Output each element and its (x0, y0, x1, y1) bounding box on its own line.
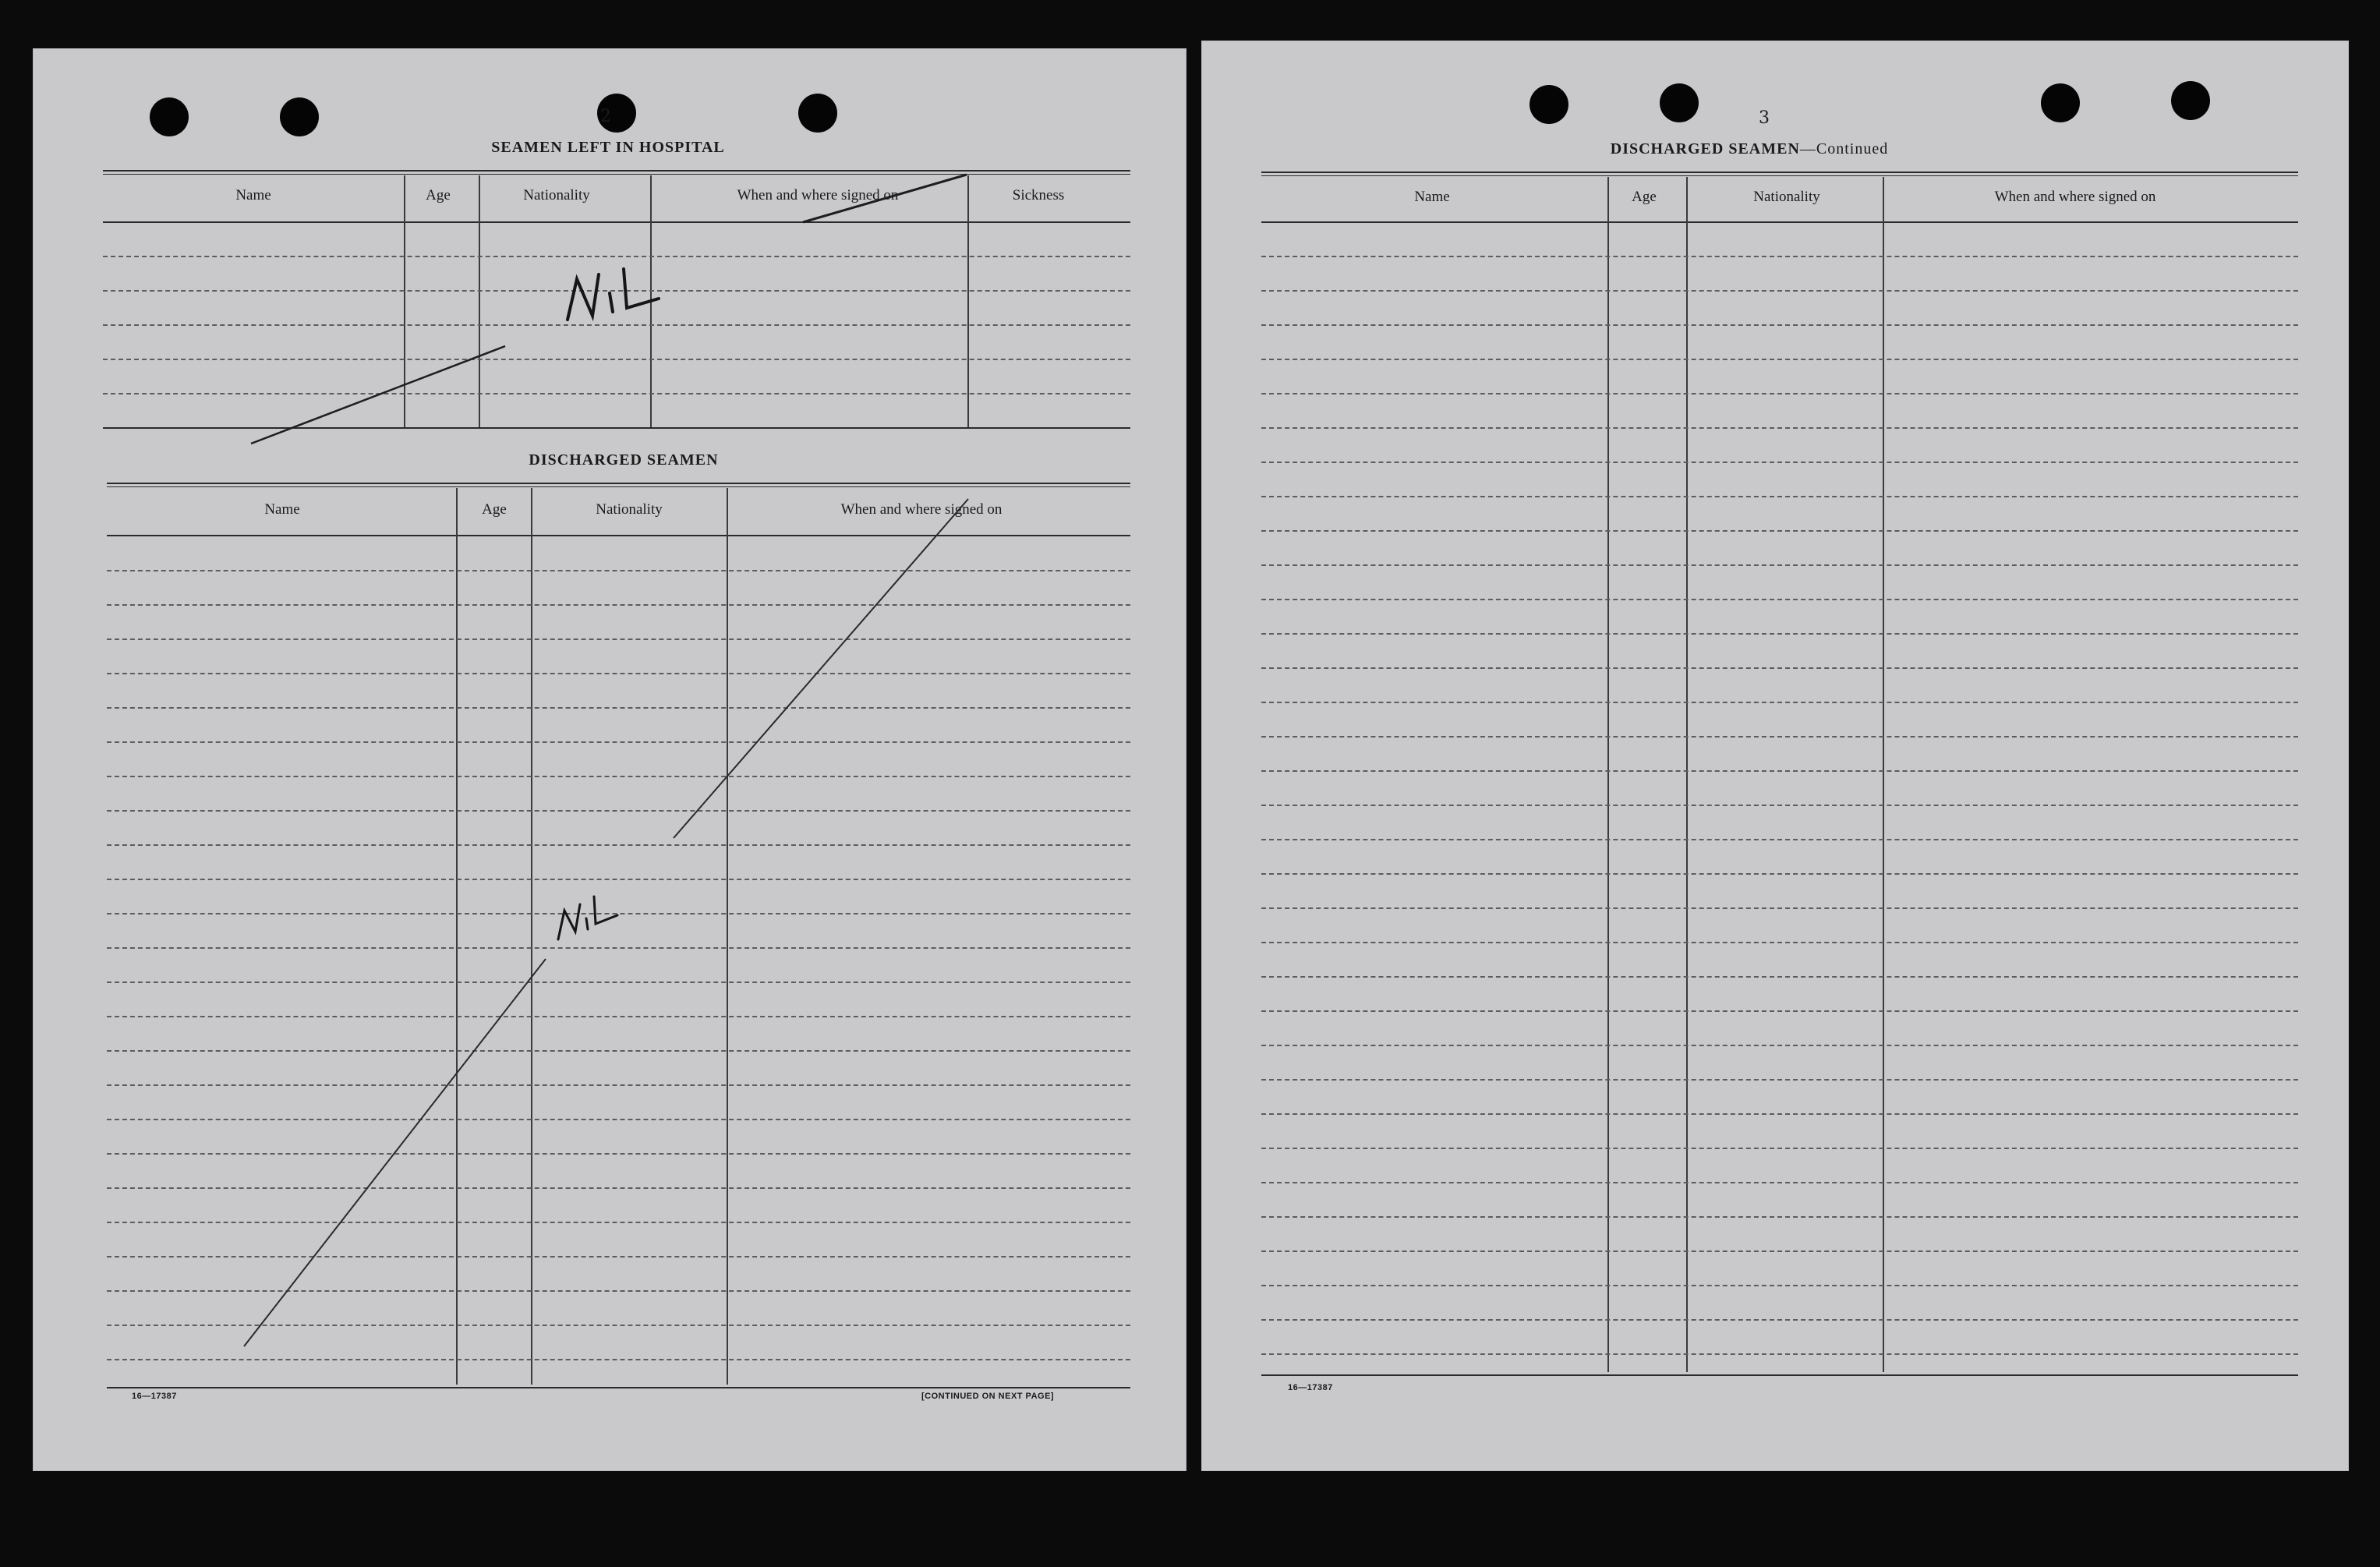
row-line (1261, 324, 2298, 326)
row-line (107, 1325, 1130, 1326)
row-line (107, 741, 1130, 743)
row-line (1261, 633, 2298, 635)
row-line (107, 982, 1130, 983)
row-line (107, 604, 1130, 606)
column-header-name: Name (235, 187, 271, 203)
header-rule (103, 221, 1130, 223)
header-rule (107, 535, 1130, 536)
punch-hole (280, 97, 319, 136)
left-page (33, 48, 1186, 1471)
table-bottom-rule (1261, 1374, 2298, 1376)
row-line (103, 256, 1130, 257)
form-code: 16—17387 (132, 1392, 177, 1401)
column-header-nationality: Nationality (1753, 189, 1820, 205)
row-line (103, 324, 1130, 326)
row-line (103, 359, 1130, 360)
row-line (1261, 530, 2298, 532)
row-line (107, 947, 1130, 949)
punch-hole (2041, 83, 2080, 122)
row-line (1261, 290, 2298, 292)
row-line (107, 1222, 1130, 1223)
row-line (107, 844, 1130, 846)
row-line (1261, 1148, 2298, 1149)
row-line (107, 1256, 1130, 1257)
row-line (107, 1187, 1130, 1189)
column-divider (1883, 177, 1884, 1372)
discharged-table-right (1261, 172, 2298, 1419)
row-line (107, 1084, 1130, 1086)
page-number: 2 (600, 107, 611, 126)
column-divider (531, 488, 532, 1385)
row-line (1261, 907, 2298, 909)
row-line (1261, 942, 2298, 943)
form-code: 16—17387 (1288, 1383, 1333, 1392)
hospital-table (103, 170, 1130, 482)
column-divider (404, 175, 405, 427)
row-line (1261, 702, 2298, 703)
punch-hole (150, 97, 189, 136)
column-header-name: Name (1414, 189, 1450, 205)
row-line (103, 393, 1130, 394)
header-rule (1261, 221, 2298, 223)
column-header-signed-on: When and where signed on (737, 187, 899, 203)
row-line (1261, 667, 2298, 669)
row-line (107, 1290, 1130, 1292)
row-line (1261, 359, 2298, 360)
column-header-nationality: Nationality (596, 501, 663, 518)
column-header-age: Age (426, 187, 451, 203)
row-line (1261, 564, 2298, 566)
row-line (1261, 496, 2298, 497)
column-divider (650, 175, 652, 427)
discharged-section-title: DISCHARGED SEAMEN (529, 451, 719, 469)
row-line (107, 638, 1130, 640)
row-line (107, 1119, 1130, 1120)
table-top-rule (1261, 172, 2298, 173)
row-line (107, 913, 1130, 914)
discharged-continued-title (1611, 140, 1889, 158)
row-line (1261, 770, 2298, 772)
punch-hole (1660, 83, 1699, 122)
table-bottom-rule (103, 427, 1130, 429)
punch-hole (798, 94, 837, 133)
row-line (1261, 805, 2298, 806)
row-line (1261, 1045, 2298, 1046)
row-line (1261, 1285, 2298, 1286)
column-header-signed-on: When and where signed on (1994, 189, 2156, 205)
row-line (107, 776, 1130, 777)
page-number: 3 (1759, 108, 1770, 128)
right-page (1201, 41, 2349, 1471)
row-line (107, 570, 1130, 571)
column-divider (479, 175, 480, 427)
punch-hole (1529, 85, 1568, 124)
row-line (1261, 976, 2298, 978)
column-header-age: Age (1632, 189, 1657, 205)
table-top-rule (103, 170, 1130, 172)
row-line (1261, 427, 2298, 429)
row-line (107, 879, 1130, 880)
row-line (107, 810, 1130, 812)
table-bottom-rule (107, 1387, 1130, 1388)
row-line (107, 673, 1130, 674)
continued-note: [CONTINUED ON NEXT PAGE] (921, 1392, 1055, 1401)
row-line (107, 1153, 1130, 1155)
title-continued: —Continued (1799, 140, 1889, 157)
row-line (107, 707, 1130, 709)
column-header-name: Name (264, 501, 300, 518)
row-line (1261, 1319, 2298, 1321)
table-top-rule (107, 483, 1130, 484)
row-line (1261, 1079, 2298, 1081)
row-line (1261, 1182, 2298, 1183)
column-divider (967, 175, 969, 427)
row-line (103, 290, 1130, 292)
row-line (1261, 599, 2298, 600)
column-divider (1686, 177, 1688, 1372)
row-line (1261, 1353, 2298, 1355)
hospital-section-title: SEAMEN LEFT IN HOSPITAL (491, 139, 725, 156)
column-divider (456, 488, 458, 1385)
column-header-nationality: Nationality (523, 187, 590, 203)
row-line (1261, 736, 2298, 738)
row-line (1261, 256, 2298, 257)
row-line (1261, 393, 2298, 394)
column-header-sickness: Sickness (1012, 187, 1065, 203)
column-divider (727, 488, 728, 1385)
row-line (107, 1359, 1130, 1360)
discharged-table-left (107, 483, 1130, 1434)
column-header-age: Age (482, 501, 507, 518)
row-line (1261, 1010, 2298, 1012)
row-line (107, 1050, 1130, 1052)
punch-hole (2171, 81, 2210, 120)
row-line (1261, 873, 2298, 875)
row-line (1261, 462, 2298, 463)
title-text: DISCHARGED SEAMEN (1610, 140, 1800, 157)
column-divider (1607, 177, 1609, 1372)
row-line (1261, 1216, 2298, 1218)
row-line (1261, 839, 2298, 840)
row-line (1261, 1113, 2298, 1115)
row-line (1261, 1250, 2298, 1252)
column-header-signed-on: When and where signed on (840, 501, 1003, 518)
row-line (107, 1016, 1130, 1017)
